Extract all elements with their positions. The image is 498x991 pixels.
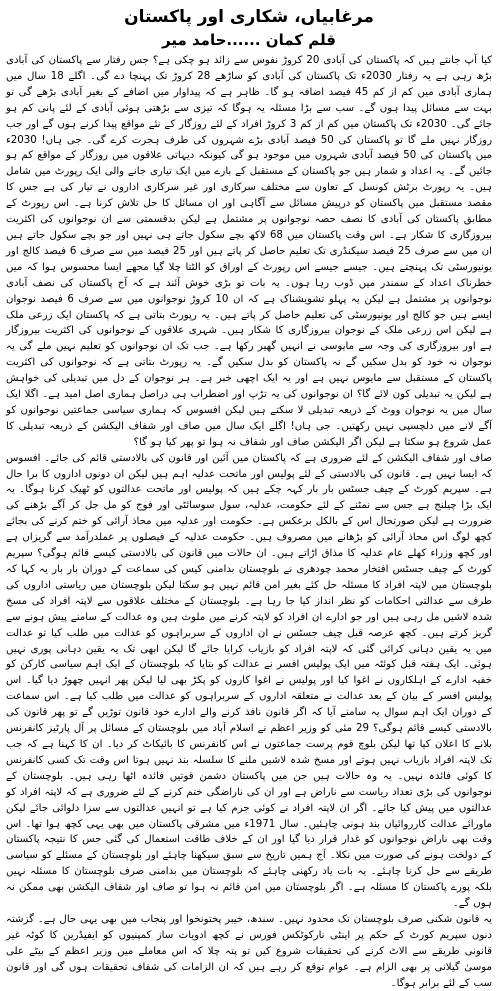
article-body: [6, 53, 492, 991]
article-paragraph: صاف اور شفاف الیکشن کے لئے ضروری ہے کہ پاکستان میں آئین اور قانون کی بالادستی قائم کی جائے۔ افسوس کہ ایسا نہیں ہے۔ قانون کی بالادستی کے لئے پولیس اور ماتحت عدلیہ اہم ہیں لیکن ان دونوں اداروں کا برا حال ہے۔ سپریم کورٹ کے چیف جسٹس بار بار کہہ چکے ہیں کہ پولیس اور ماتحت عدالتوں کو ٹھیک کرنا ہوگا۔ یہ ایک بڑا چیلنج ہے جس سے نمٹنے کے لئے حکومت، عدلیہ، سول سوسائٹی اور فوج کو مل جل کر آگے بڑھنے کی ضرورت ہے لیکن صورتحال اس کے بالکل برعکس ہے۔ حکومت اور عدلیہ میں محاذ آرائی کو ختم کرنے کی بجائے کچھ لوگ اس محاذ آرائی کو بڑھانے میں مصروف ہیں۔ حکومت عدلیہ کے فیصلوں پر عملدرآمد سے گریزاں ہے اور کچھ وزراء کھلے عام عدلیہ کا مذاق اڑاتے ہیں۔ ان حالات میں قانون کی بالادستی کیسے قائم ہوگی؟ سپریم کورٹ کے چیف جسٹس افتخار محمد چودھری نے بلوچستان بدامنی کیس کی سماعت کے دوران بار بار یہ کہا کہ بلوچستان میں لاپتہ افراد کا مسئلہ حل کئے بغیر امن قائم نہیں ہو سکتا لیکن بلوچستان میں ریاستی اداروں کی طرف سے عدالتی احکامات کو نظر انداز کیا جا رہا ہے۔ بلوچستان کے مختلف علاقوں سے لاپتہ افراد کی مسخ شدہ لاشیں مل رہی ہیں اور جو ادارے ان افراد کو لاپتہ کرنے میں ملوث ہیں وہ عدالت کے سامنے پیش ہونے سے گریز کرتے ہیں۔ کچھ عرصہ قبل چیف جسٹس نے ان اداروں کے سربراہوں کو عدالت میں طلب کیا تو عدالت میں یہ یقین دہانی کرائی گئی کہ لاپتہ افراد کو بازیاب کرایا جائے گا لیکن ابھی تک یہ یقین دہانی پوری نہیں ہوئی۔ ایک ہفتہ قبل کوئٹہ میں ایک پولیس افسر نے عدالت کو بتایا کہ بلوچستان کے ایک اہم سیاسی کارکن کو خفیہ ادارے کے اہلکاروں نے اغوا کیا اور پولیس نے اغوا کاروں کو پکڑ بھی لیا لیکن پھر انہیں چھوڑ دیا گیا۔ اس پولیس افسر کے بیان کے بعد عدالت نے متعلقہ اداروں کے سربراہوں کو عدالت میں طلب کیا ہے۔ اس سماعت کے دوران ایک اہم سوال یہ سامنے آیا کہ اگر قانون نافذ کرنے والے ادارے خود قانون توڑیں گے تو پھر قانون کی بالادستی کیسے قائم ہوگی؟ 29 مئی کو وزیر اعظم نے اسلام آباد میں بلوچستان کے مسائل پر آل پارٹیز کانفرنس بلانے کا اعلان کیا تھا لیکن بلوچ قوم پرست جماعتوں نے اس کانفرنس کا بائیکاٹ کر دیا۔ ان کا کہنا ہے کہ جب تک لاپتہ افراد بازیاب نہیں ہوتے اور مسخ شدہ لاشیں ملنے کا سلسلہ بند نہیں ہوتا اس وقت تک کسی کانفرنس کا کوئی فائدہ نہیں۔ یہ وہ حالات ہیں جن میں پاکستان دشمن قوتیں فائدہ اٹھا رہی ہیں۔ بلوچستان کے نوجوانوں کی بڑی تعداد ریاست سے ناراض ہے اور ان کی ناراضگی ختم کرنے کے لئے ضروری ہے کہ لاپتہ افراد کو عدالتوں میں پیش کیا جائے۔ اگر ان لاپتہ افراد نے کوئی جرم کیا ہے تو انہیں عدالتوں سے سزا دلوائی جائے لیکن ماورائے عدالت کارروائیاں بند ہونی چاہئیں۔ سال 1971ء میں مشرقی پاکستان میں بھی یہی کچھ ہوا تھا۔ اس وقت بھی ناراض نوجوانوں کو غدار قرار دیا گیا اور ان کے خلاف طاقت استعمال کی گئی جس کا نتیجہ پاکستان کے دولخت ہونے کی صورت میں نکلا۔ آج ہمیں تاریخ سے سبق سیکھنا چاہئے اور بلوچستان کے مسئلے کو سیاسی طریقے سے حل کرنا چاہئے۔ یہ بات یاد رکھنی چاہئے کہ بلوچستان میں بدامنی صرف بلوچستان کا مسئلہ نہیں بلکہ پورے پاکستان کا مسئلہ ہے۔ اگر بلوچستان میں امن قائم نہ ہوا تو صاف اور شفاف الیکشن بھی ممکن نہ ہوں گے۔: [6, 452, 492, 910]
article-headline: مرغابیاں، شکاری اور پاکستان: [124, 7, 374, 27]
article-byline: قلم کمان ......حامد میر: [162, 31, 336, 49]
article-paragraph: یہ قانون شکنی صرف بلوچستان تک محدود نہیں۔ سندھ، خیبر پختونخوا اور پنجاب میں بھی یہی حال ہے۔ گزشتہ دنوں سپریم کورٹ کے حکم پر اینٹی نارکوٹکس فورس نے کچھ ادویات ساز کمپنیوں کو ایفیڈرین کا کوٹہ غیر قانونی طریقے سے الاٹ کرنے کی تحقیقات شروع کیں تو پتہ چلا کہ اس معاملے میں وزیر اعظم کے بیٹے علی موسیٰ گیلانی پر بھی الزام ہے۔ عوام توقع کر رہے ہیں کہ ان الزامات کی شفاف تحقیقات ہوں گی اور قانون سب کے لئے برابر ہوگا۔: [5, 913, 492, 989]
article-paragraph: کیا آپ جانتے ہیں کہ پاکستان کی آبادی 20 کروڑ نفوس سے زائد ہو چکی ہے؟ جس رفتار سے پاکستان کی آبادی بڑھ رہی ہے یہ رفتار 2030ء تک پاکستان کی آبادی کو ساڑھے 28 کروڑ تک پہنچا دے گی۔ اگلے 18 سال میں ہماری آبادی میں کم از کم 45 فیصد اضافہ ہو گا۔ ظاہر ہے کہ پیداوار میں اضافے کے بغیر آبادی بڑھے گی تو بہت سے مسائل پیدا ہوں گے۔ سب سے بڑا مسئلہ یہ ہوگا کہ تیزی سے بڑھتی ہوئی آبادی کے لئے پانی کم ہو جائے گی۔ 2030ء تک پاکستان میں کم از کم 3 کروڑ افراد کے لئے روزگار کے نئے مواقع پیدا کرنے ہوں گے اور جب روزگار نہیں ملے گا تو پاکستان کی 50 فیصد آبادی بڑے شہروں کی طرف ہجرت کرے گی۔ جی ہاں! 2030ء میں پاکستان کی 50 فیصد آبادی شہروں میں موجود ہو گی کیونکہ دیہاتی علاقوں میں روزگار کے مواقع کم ہو جائیں گے۔ یہ اعداد و شمار ہیں جو پاکستان کے مستقبل کے بارے میں ایک تیاری جانے والی ایک رپورٹ میں شامل ہیں۔ یہ رپورٹ برٹش کونسل کے تعاون سے مختلف سرکاری اور غیر سرکاری اداروں نے تیار کی ہے جس کا مقصد مستقبل میں پاکستان کو درپیش مسائل سے آگاہی اور ان مسائل کا حل تلاش کرنا ہے۔ اس رپورٹ کے مطابق پاکستان کی آبادی کا نصف حصہ نوجوانوں پر مشتمل ہے لیکن بدقسمتی سے ان نوجوانوں کی اکثریت بیروزگاری کا شکار ہے۔ اس وقت پاکستان میں 68 لاکھ بچے سکول جاتے ہی نہیں اور جو بچے سکول جاتے ہیں ان میں سے صرف 25 فیصد سیکنڈری تک تعلیم حاصل کر پاتے ہیں اور 25 فیصد میں سے صرف 6 فیصد کالج اور یونیورسٹی تک پہنچتے ہیں۔ جیسے جیسے اس رپورٹ کے اوراق کو الٹتا چلا گیا مجھے ایسا محسوس ہوا کہ میں خطرناک اعداد کے سمندر میں ڈوب رہا ہوں۔ یہ بات تو بڑی خوش آئند ہے کہ آج پاکستان کی نصف آبادی نوجوانوں پر مشتمل ہے لیکن یہ پہلو تشویشناک ہے کہ ان 10 کروڑ نوجوانوں میں سے صرف 6 فیصد نوجوان ایسے ہیں جو کالج اور یونیورسٹی کی تعلیم حاصل کر پاتے ہیں۔ یہ رپورٹ بتاتی ہے کہ پاکستان ایک زرعی ملک ہے لیکن اس زرعی ملک کے نوجوان بیروزگاری کا شکار ہیں۔ شہری علاقوں کے نوجوانوں کی اکثریت بیروزگار ہے اور بیروزگاری کی وجہ سے مایوسی نے انہیں گھیر رکھا ہے۔ جب تک ان نوجوانوں کو تعلیم نہیں ملے گی یہ نوجوان نہ خود کو بدل سکیں گے نہ پاکستان کو بدل سکیں گے۔ یہ رپورٹ بتاتی ہے کہ نوجوانوں کی اکثریت پاکستان کے مستقبل سے مایوس نہیں ہے اور یہ ایک اچھی خبر ہے۔ ہر نوجوان کے دل میں تبدیلی کی خواہش ہے لیکن یہ تبدیلی کون لائے گا؟ ان نوجوانوں کی یہ تڑپ اور اضطراب ہی دراصل ہماری اصل امید ہے۔ اگلا ایک سال میں یہ نوجوان ووٹ کے ذریعہ تبدیلی لا سکتے ہیں لیکن افسوس کہ ہماری سیاسی جماعتیں نوجوانوں کو آگے لانے میں دلچسپی نہیں رکھتیں۔ جی ہاں! اگلے ایک سال میں صاف اور شفاف الیکشن کے ذریعہ تبدیلی کا عمل شروع ہو سکتا ہے لیکن اگر الیکشن صاف اور شفاف نہ ہوا تو پھر کیا ہو گا؟: [6, 55, 493, 448]
